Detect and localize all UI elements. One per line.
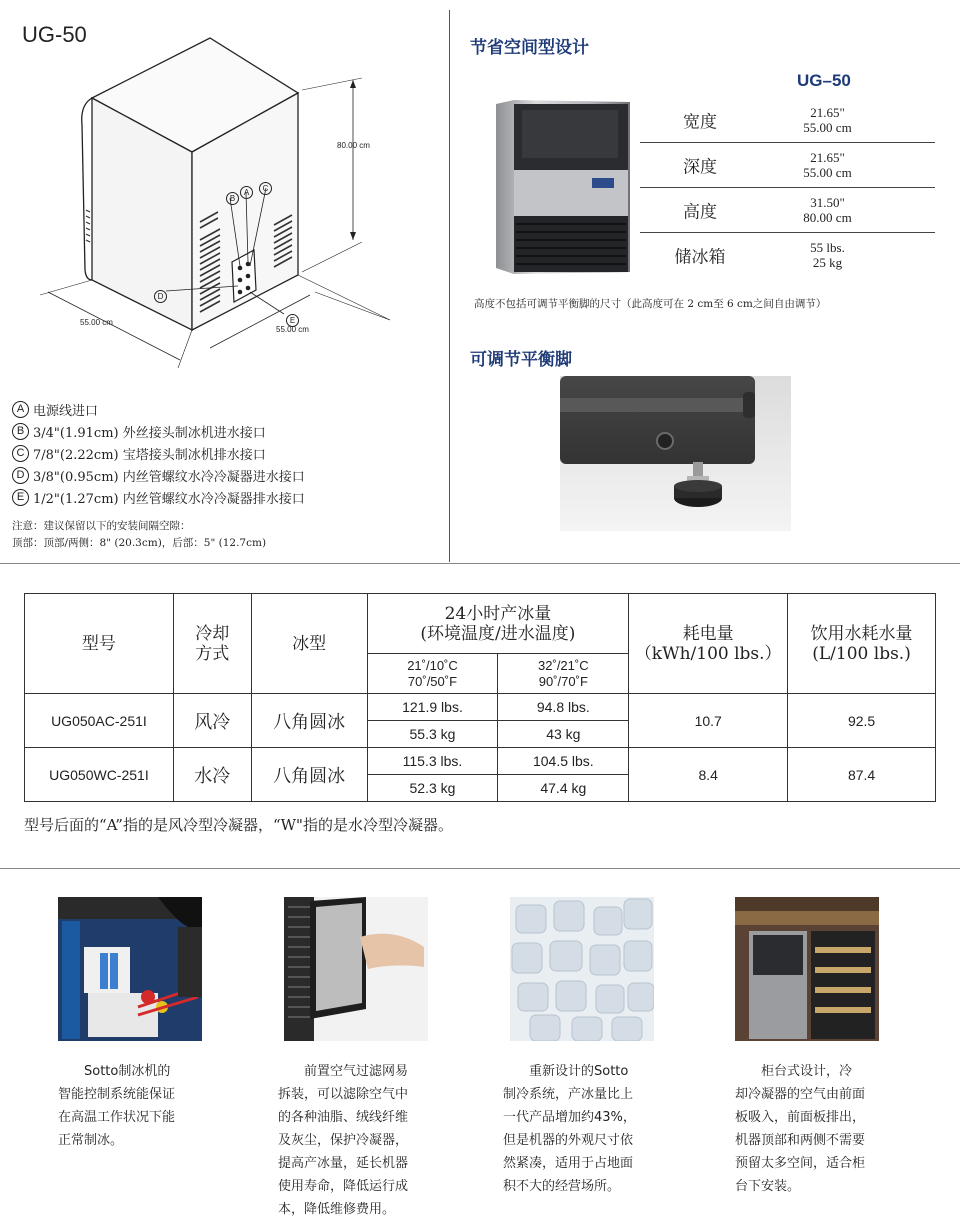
legend-item-c: C 7/8"(2.22cm) 宝塔接头制冰机排水接口 xyxy=(12,444,266,463)
cell-prod1-lbs: 121.9 lbs. xyxy=(367,694,498,721)
install-note-line2: 顶部：顶部/两侧：8" (20.3cm)，后部：5" (12.7cm) xyxy=(12,537,267,549)
cell-water: 87.4 xyxy=(788,748,936,802)
cell-cooling: 风冷 xyxy=(173,694,251,748)
cell-prod1-kg: 55.3 kg xyxy=(367,721,498,748)
product-spec-table xyxy=(24,593,936,802)
cell-prod1-kg: 52.3 kg xyxy=(367,775,498,802)
th-water: 饮用水耗水量 (L/100 lbs.) xyxy=(788,594,936,694)
th-cooling: 冷却 方式 xyxy=(173,594,251,694)
cell-model: UG050AC-251I xyxy=(25,694,174,748)
cell-prod2-kg: 47.4 kg xyxy=(498,775,629,802)
table-row xyxy=(25,694,936,721)
control-board-photo xyxy=(58,897,202,1041)
cell-model: UG050WC-251I xyxy=(25,748,174,802)
table-row xyxy=(25,748,936,775)
spec-row-bin: 储冰箱 55 lbs. 25 kg xyxy=(674,239,845,270)
th-condition-1: 21˚/10˚C 70˚/50˚F xyxy=(367,654,498,694)
ice-cubes-photo xyxy=(510,897,654,1041)
feature-caption-filter: 前置空气过滤网易 拆装，可以滤除空气中 的各种油脂、绒线纤维 及灰尘，保护冷凝器， 提高产冰量，延长机器 使用寿命，降低运行成 本，降低维修费用。 xyxy=(278,1064,409,1217)
cell-power: 8.4 xyxy=(629,748,788,802)
th-model: 型号 xyxy=(25,594,174,694)
legend-item-e: E 1/2"(1.27cm) 内丝管螺纹水冷冷凝器排水接口 xyxy=(12,488,305,507)
cell-prod1-lbs: 115.3 lbs. xyxy=(367,748,498,775)
feet-section-title: 可调节平衡脚 xyxy=(470,350,572,370)
port-label-a: A xyxy=(240,180,253,199)
section-divider-1 xyxy=(0,563,960,564)
legend-item-b: B 3/4"(1.91cm) 外丝接头制冰机进水接口 xyxy=(12,422,266,441)
spec-row-depth: 深度 21.65" 55.00 cm xyxy=(640,142,935,188)
space-section-title: 节省空间型设计 xyxy=(470,38,589,58)
legend-item-a: A 电源线进口 xyxy=(12,400,98,419)
height-dimension-label: 80.00 cm xyxy=(337,141,370,150)
spec-row-width: 宽度 21.65" 55.00 cm xyxy=(640,97,935,143)
th-ice-type: 冰型 xyxy=(251,594,367,694)
install-note-line1: 注意：建议保留以下的安装间隔空隙： xyxy=(12,520,191,532)
th-production: 24小时产冰量 (环境温度/进水温度) xyxy=(367,594,629,654)
cell-power: 10.7 xyxy=(629,694,788,748)
spec-model-heading: UG–50 xyxy=(797,71,851,90)
depth-dimension-label: 55.00 cm xyxy=(80,318,113,327)
legend-item-d: D 3/8"(0.95cm) 内丝管螺纹水冷冷凝器进水接口 xyxy=(12,466,305,485)
feature-caption-undercounter: 柜台式设计，冷 却冷凝器的空气由前面 板吸入，前面板排出， 机器顶部和两侧不需要 预留太多空间，适合柜 台下安装。 xyxy=(735,1064,866,1194)
port-label-c: C xyxy=(259,176,272,195)
dimension-diagram xyxy=(30,30,440,400)
column-divider xyxy=(449,10,450,562)
model-title: UG-50 xyxy=(22,22,87,47)
ice-machine-photo xyxy=(492,98,634,276)
feature-caption-refrigeration: 重新设计的Sotto 制冷系统，产冰量比上 一代产品增加约43%， 但是机器的外观尺寸依 然紧凑，适用于占地面 积不大的经营场所。 xyxy=(503,1064,636,1194)
cell-ice: 八角圆冰 xyxy=(251,748,367,802)
th-power: 耗电量 （kWh/100 lbs.） xyxy=(629,594,788,694)
cell-cooling: 水冷 xyxy=(173,748,251,802)
section-divider-2 xyxy=(0,868,960,869)
cell-ice: 八角圆冰 xyxy=(251,694,367,748)
air-filter-photo xyxy=(284,897,428,1041)
cell-prod2-lbs: 94.8 lbs. xyxy=(498,694,629,721)
spec-row-height: 高度 31.50" 80.00 cm xyxy=(640,187,935,233)
port-label-d: D xyxy=(154,284,167,303)
port-label-e: E xyxy=(286,308,299,327)
feature-caption-control: Sotto制冰机的 智能控制系统能保证 在高温工作状况下能 正常制冰。 xyxy=(58,1064,176,1148)
width-dimension-label: 55.00 cm xyxy=(276,325,309,334)
adjustable-foot-photo xyxy=(560,376,791,531)
undercounter-install-photo xyxy=(735,897,879,1041)
th-condition-2: 32˚/21˚C 90˚/70˚F xyxy=(498,654,629,694)
cell-water: 92.5 xyxy=(788,694,936,748)
port-label-b: B xyxy=(226,186,239,205)
cell-prod2-kg: 43 kg xyxy=(498,721,629,748)
cell-prod2-lbs: 104.5 lbs. xyxy=(498,748,629,775)
table-note: 型号后面的“A”指的是风冷型冷凝器，“W"指的是水冷型冷凝器。 xyxy=(24,816,453,834)
height-footnote: 高度不包括可调节平衡脚的尺寸（此高度可在 2 cm至 6 cm之间自由调节） xyxy=(474,298,827,310)
